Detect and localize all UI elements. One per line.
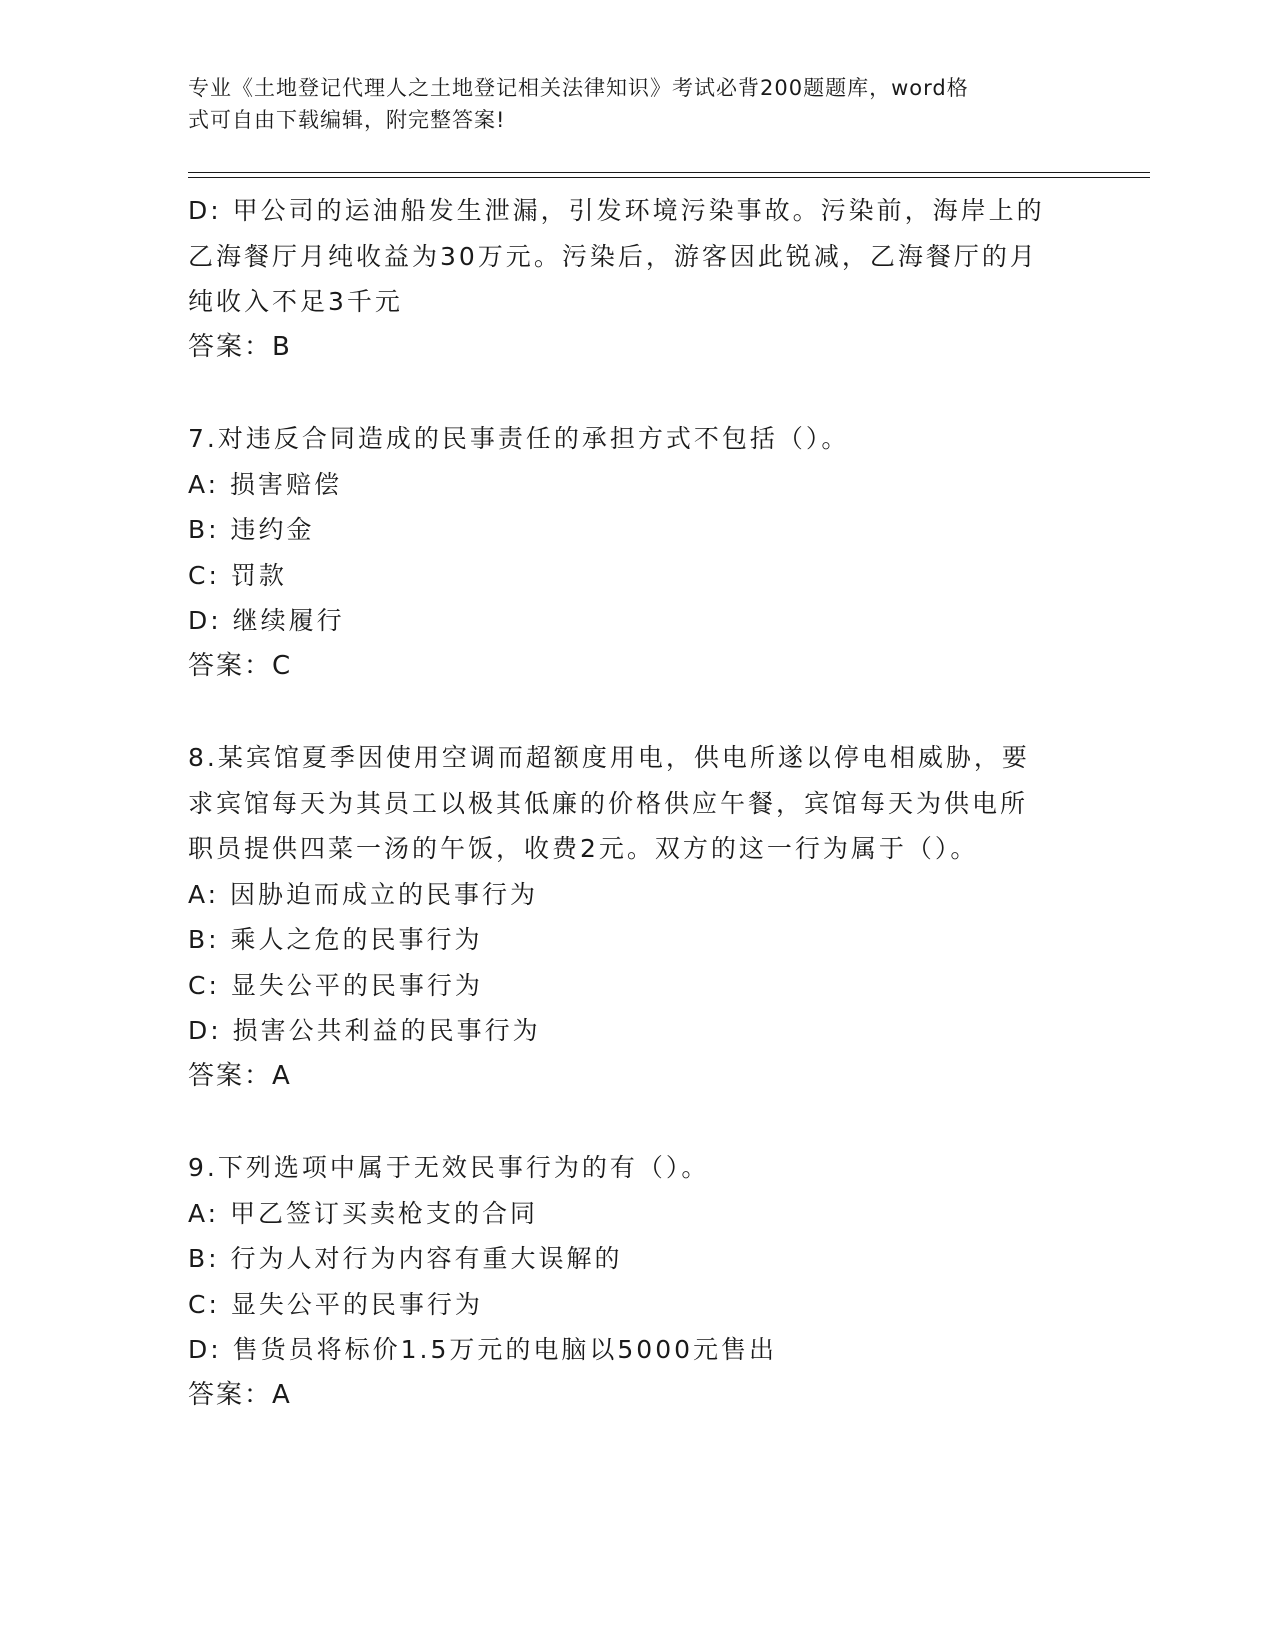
option-b: B: 违约金 [188,515,315,544]
question-9 [188,1145,1088,1418]
option-d: D: 损害公共利益的民事行为 [188,1016,541,1045]
option-d: D: 售货员将标价1.5万元的电脑以5000元售出 [188,1335,778,1364]
option-c: C: 显失公平的民事行为 [188,970,483,1000]
option-a: A: 损害赔偿 [188,469,343,499]
header-title-line-1: 专业《土地登记代理人之土地登记相关法律知识》考试必背200题题库，word格 [188,76,969,100]
question-stem: 7.对违反合同造成的民事责任的承担方式不包括（）。 [188,424,850,453]
option-d: D: 继续履行 [188,606,345,635]
question-7 [188,416,1088,689]
option-c: C: 罚款 [188,560,287,590]
header-divider-bottom [188,177,1150,178]
option-a: A: 甲乙签订买卖枪支的合同 [188,1198,539,1228]
question-6-continued [188,188,1088,370]
header-divider-top [188,172,1150,173]
header-title-line-2: 式可自由下载编辑，附完整答案! [188,108,506,132]
option-d-line: 纯收入不足3千元 [188,287,403,316]
option-c: C: 显失公平的民事行为 [188,1289,483,1319]
question-stem: 9.下列选项中属于无效民事行为的有（）。 [188,1153,710,1182]
answer-label: 答案：A [188,1060,292,1091]
question-8 [188,735,1088,1099]
question-stem: 8.某宾馆夏季因使用空调而超额度用电，供电所遂以停电相威胁，要 [188,743,1030,772]
option-b: B: 乘人之危的民事行为 [188,925,483,954]
question-stem: 职员提供四菜一汤的午饭，收费2元。双方的这一行为属于（）。 [188,834,979,863]
question-stem: 求宾馆每天为其员工以极其低廉的价格供应午餐，宾馆每天为供电所 [188,788,1029,818]
question-list [188,188,1088,1418]
document-header [188,72,1068,136]
answer-label: 答案：A [188,1379,292,1410]
answer-label: 答案：B [188,331,292,362]
answer-label: 答案：C [188,650,293,681]
option-d-line: 乙海餐厅月纯收益为30万元。污染后，游客因此锐减，乙海餐厅的月 [188,241,1038,271]
option-a: A: 因胁迫而成立的民事行为 [188,879,539,909]
option-b: B: 行为人对行为内容有重大误解的 [188,1244,623,1273]
option-d-line: D: 甲公司的运油船发生泄漏，引发环境污染事故。污染前，海岸上的 [188,196,1045,225]
